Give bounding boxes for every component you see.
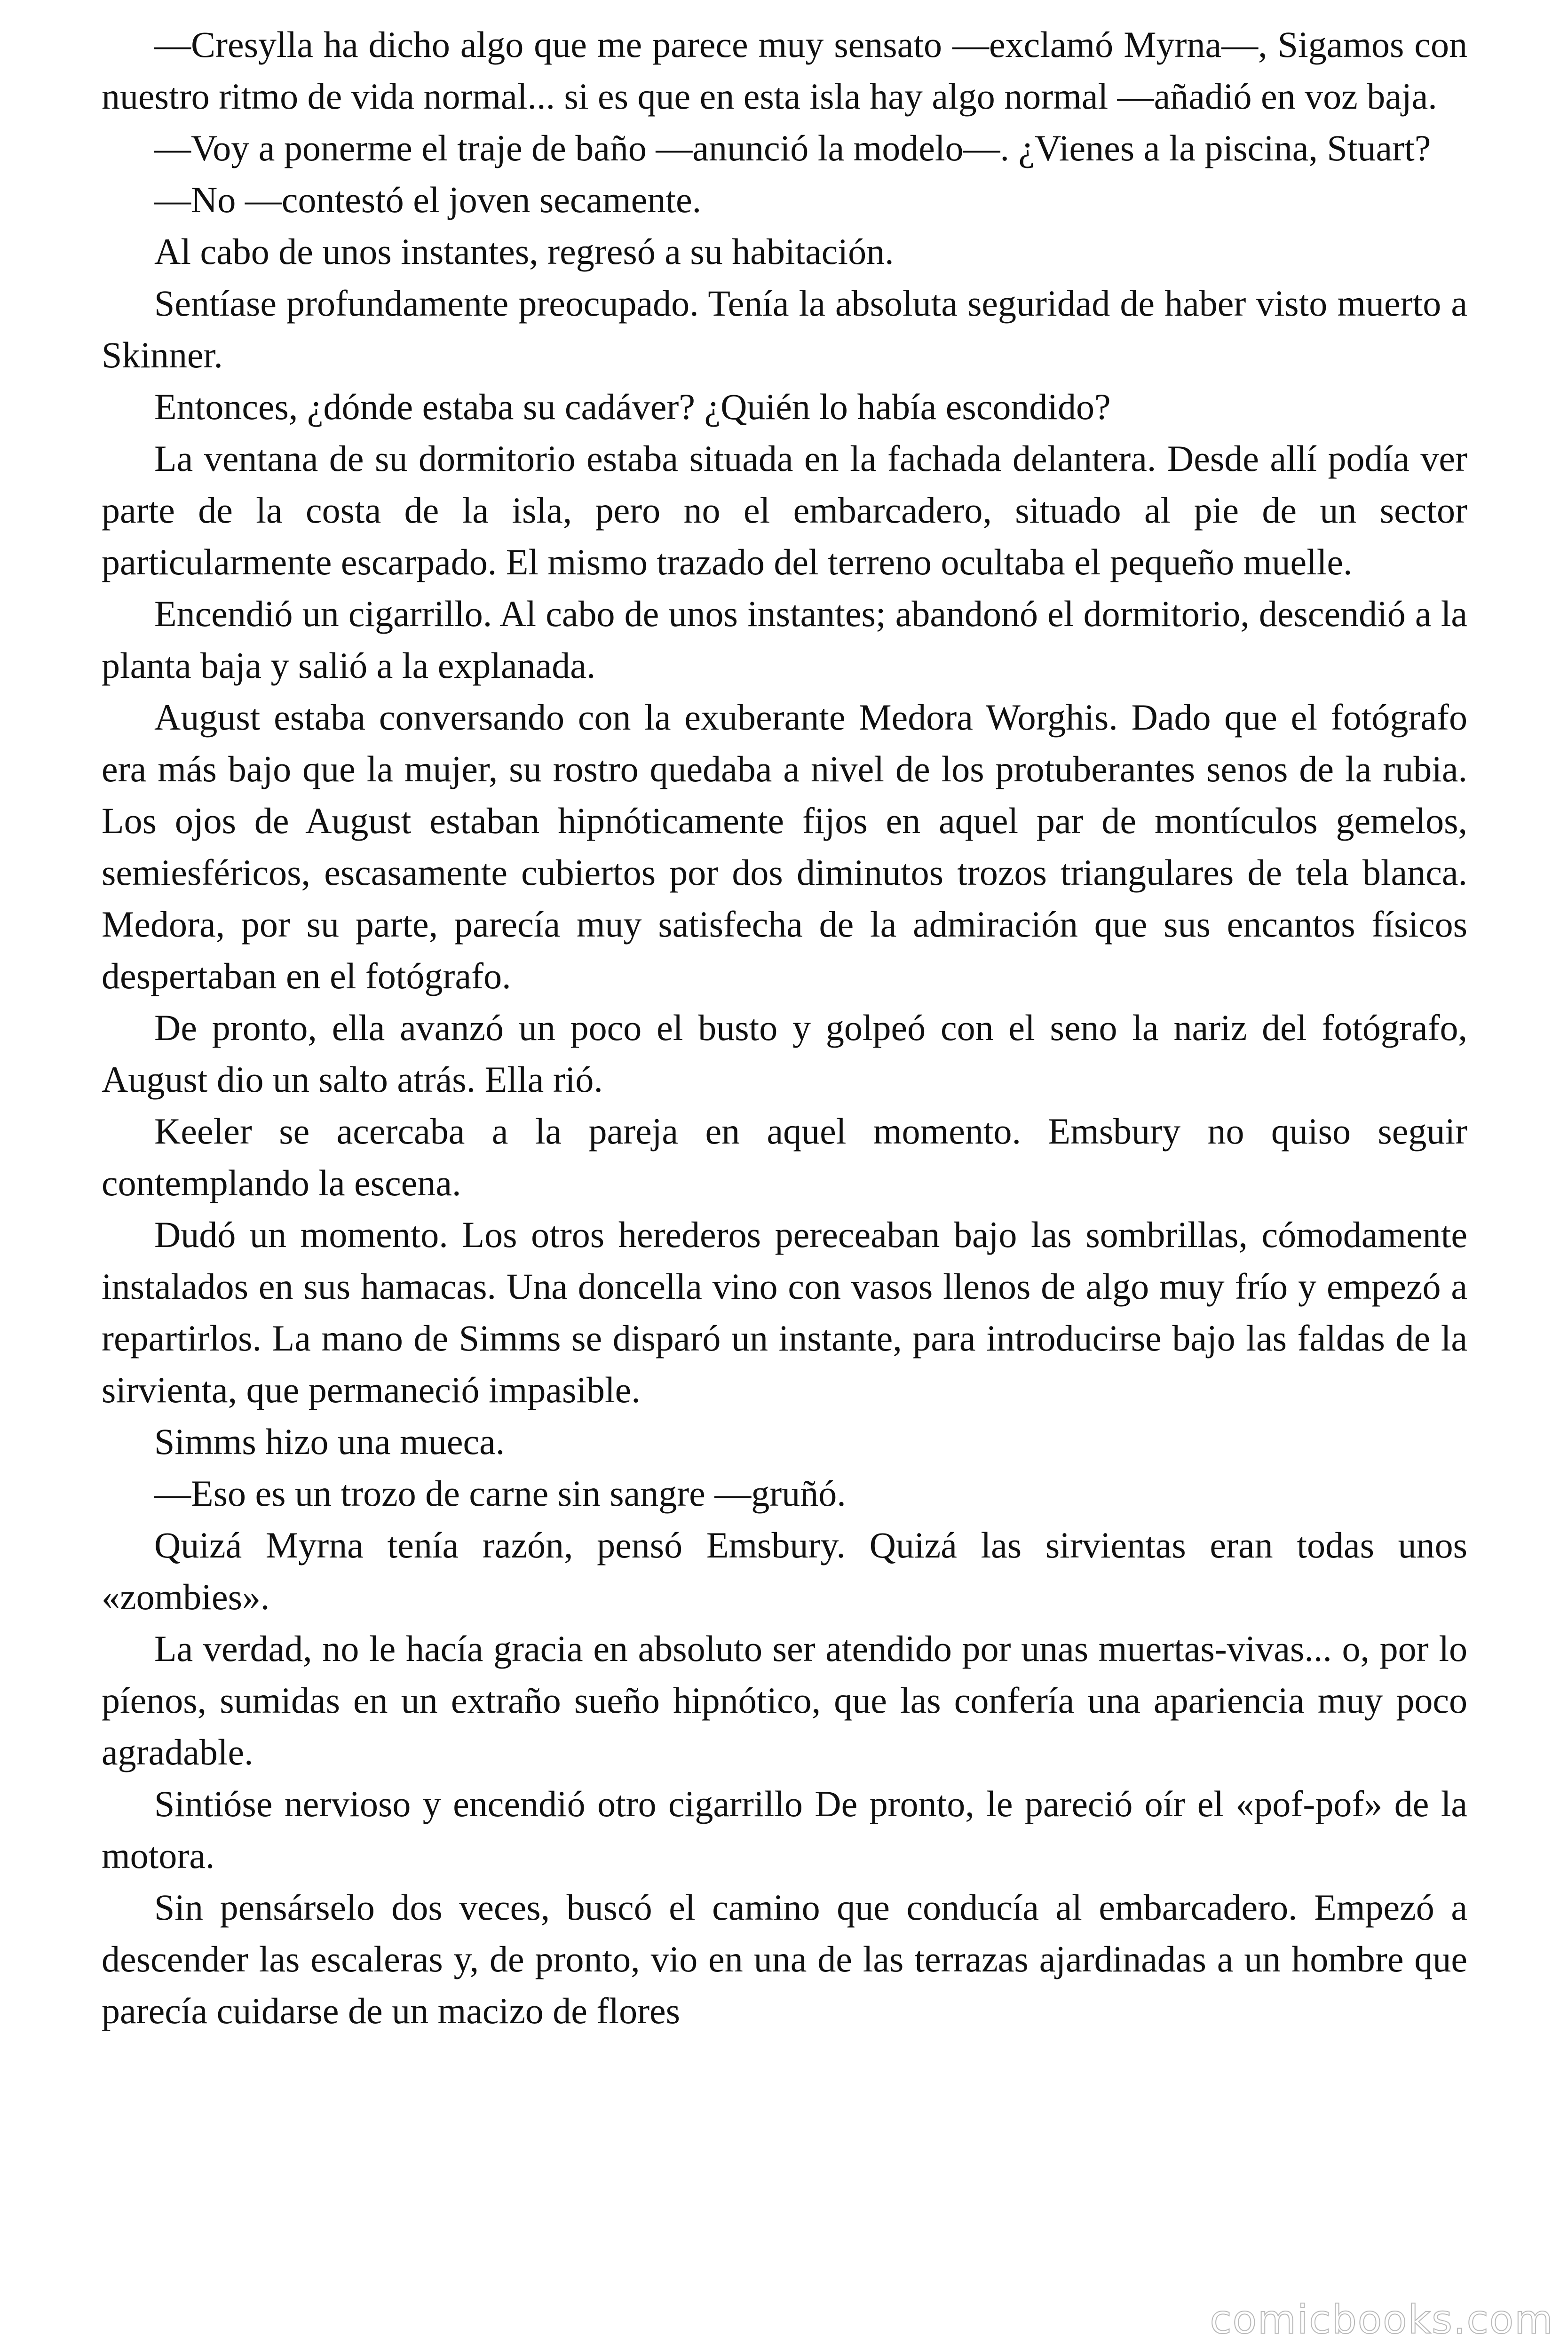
paragraph: Sin pensárselo dos veces, buscó el camino que conducía al embarcadero. Empezó a descender las escaleras y, de pronto, vio en una de las terrazas ajardinadas a un hombre que parecía cuidarse de un macizo de flores bbox=[102, 1887, 1467, 2031]
paragraph: Sentíase profundamente preocupado. Tenía la absoluta seguridad de haber visto muerto a Skinner. bbox=[102, 283, 1467, 375]
paragraph: Sintióse nervioso y encendió otro cigarrillo De pronto, le pareció oír el «pof-pof» de la motora. bbox=[102, 1783, 1467, 1876]
paragraph: —No —contestó el joven secamente. bbox=[154, 179, 702, 220]
document-page bbox=[102, 19, 1467, 2333]
paragraph: Entonces, ¿dónde estaba su cadáver? ¿Quién lo había escondido? bbox=[154, 386, 1111, 427]
paragraph: Al cabo de unos instantes, regresó a su habitación. bbox=[154, 231, 894, 272]
paragraph: Quizá Myrna tenía razón, pensó Emsbury. Quizá las sirvientas eran todas unos «zombies». bbox=[102, 1525, 1467, 1617]
paragraph: —Voy a ponerme el traje de baño —anunció la modelo—. ¿Vienes a la piscina, Stuart? bbox=[154, 127, 1431, 168]
paragraph: La verdad, no le hacía gracia en absoluto ser atendido por unas muertas-vivas... o, por lo píenos, sumidas en un extraño sueño hipnótico, que las confería una apariencia muy poco agradable. bbox=[102, 1628, 1467, 1772]
watermark: comicbooks.com bbox=[1210, 2296, 1554, 2343]
paragraph: Simms hizo una mueca. bbox=[154, 1421, 505, 1462]
paragraph: —Eso es un trozo de carne sin sangre —gruñó. bbox=[154, 1473, 846, 1514]
paragraph: Keeler se acercaba a la pareja en aquel momento. Emsbury no quiso seguir contemplando la escena. bbox=[102, 1111, 1467, 1203]
paragraph: August estaba conversando con la exuberante Medora Worghis. Dado que el fotógrafo era más bajo que la mujer, su rostro quedaba a nivel de los protuberantes senos de la rubia. Los ojos de August estaban hipnóticamente fijos en aquel par de montículos gemelos, semiesféricos, escasamente cubiertos por dos diminutos trozos triangulares de tela blanca. Medora, por su parte, parecía muy satisfecha de la admiración que sus encantos físicos despertaban en el fotógrafo. bbox=[102, 697, 1467, 996]
paragraph: Encendió un cigarrillo. Al cabo de unos instantes; abandonó el dormitorio, descendió a la planta baja y salió a la explanada. bbox=[102, 593, 1467, 686]
paragraph: Dudó un momento. Los otros herederos pereceaban bajo las sombrillas, cómodamente instalados en sus hamacas. Una doncella vino con vasos llenos de algo muy frío y empezó a repartirlos. La mano de Simms se disparó un instante, para introducirse bajo las faldas de la sirvienta, que permaneció impasible. bbox=[102, 1214, 1467, 1410]
paragraph: —Cresylla ha dicho algo que me parece muy sensato —exclamó Myrna—, Sigamos con nuestro ritmo de vida normal... si es que en esta isla hay algo normal —añadió en voz baja. bbox=[102, 24, 1467, 117]
paragraph: De pronto, ella avanzó un poco el busto y golpeó con el seno la nariz del fotógrafo, August dio un salto atrás. Ella rió. bbox=[102, 1007, 1467, 1100]
paragraph: La ventana de su dormitorio estaba situada en la fachada delantera. Desde allí podía ver parte de la costa de la isla, pero no el embarcadero, situado al pie de un sector particularmente escarpado. El mismo trazado del terreno ocultaba el pequeño muelle. bbox=[102, 438, 1467, 582]
